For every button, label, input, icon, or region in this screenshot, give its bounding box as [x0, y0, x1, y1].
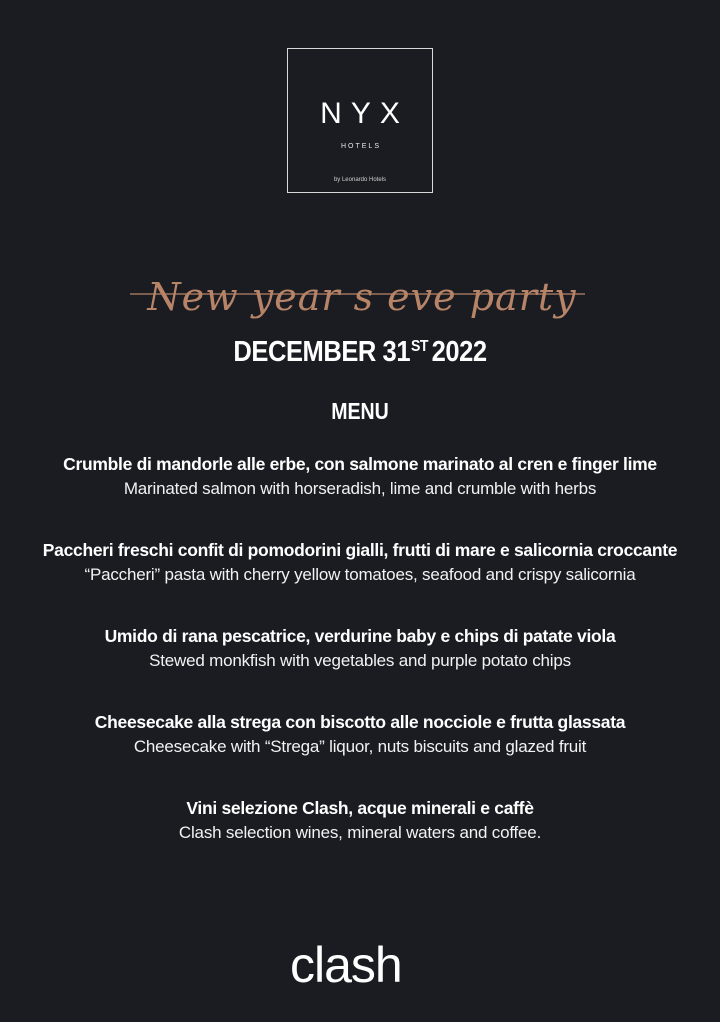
menu-course — [0, 624, 720, 710]
course-english: Stewed monkfish with vegetables and purple potato chips — [149, 651, 571, 670]
course-italian: Vini selezione Clash, acque minerali e caffè — [186, 798, 534, 818]
clash-logo-text: clash — [290, 937, 402, 993]
course-italian: Paccheri freschi confit di pomodorini gialli, frutti di mare e salicornia croccante — [42, 540, 678, 560]
event-date-main: DECEMBER 31 — [233, 336, 411, 368]
course-italian: Umido di rana pescatrice, verdurine baby e chips di patate viola — [104, 626, 616, 646]
course-english: Marinated salmon with horseradish, lime and crumble with herbs — [123, 479, 597, 498]
clash-logo — [288, 910, 438, 1000]
event-date — [43, 336, 677, 369]
menu-heading: MENU — [331, 398, 389, 424]
logo-subtitle: HOTELS — [340, 143, 381, 150]
event-script-title — [0, 262, 720, 332]
course-italian: Cheesecake alla strega con biscotto alle nocciole e frutta glassata — [94, 712, 626, 732]
event-date-year: 2022 — [431, 336, 487, 368]
script-title-text: New year s eve party — [147, 275, 577, 319]
menu-course — [0, 538, 720, 624]
event-date-suffix: ST — [410, 338, 429, 355]
course-english: Clash selection wines, mineral waters and coffee. — [178, 823, 542, 842]
nyx-hotels-logo — [287, 48, 433, 193]
logo-name: NYX — [320, 97, 409, 130]
course-english: Cheesecake with “Strega” liquor, nuts biscuits and glazed fruit — [133, 737, 587, 756]
menu-course — [0, 452, 720, 538]
course-italian: Crumble di mandorle alle erbe, con salmone marinato al cren e finger lime — [63, 454, 657, 474]
logo-byline: by Leonardo Hotels — [333, 177, 387, 183]
course-english: “Paccheri” pasta with cherry yellow tomatoes, seafood and crispy salicornia — [84, 565, 636, 584]
menu-course — [0, 710, 720, 796]
menu-course — [0, 796, 720, 882]
menu-course-list — [0, 452, 720, 882]
